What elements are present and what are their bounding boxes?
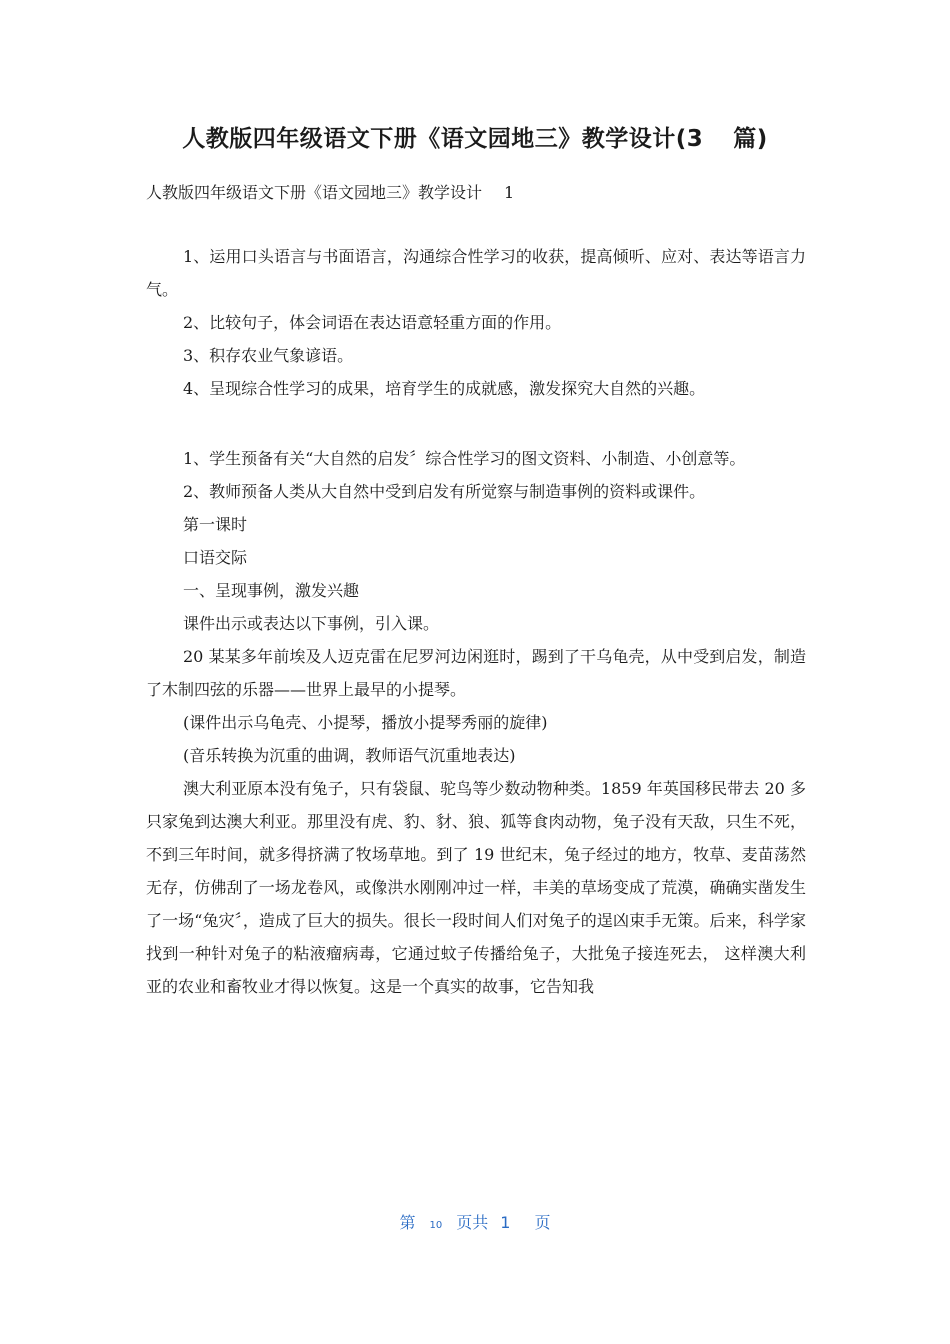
paragraph: 2、教师预备人类从大自然中受到启发有所觉察与制造事例的资料或课件。	[183, 482, 706, 501]
paragraph: (音乐转换为沉重的曲调，教师语气沉重地表达)	[183, 746, 516, 765]
preparation-section	[146, 442, 806, 1003]
paragraph: 3、积存农业气象谚语。	[183, 346, 354, 365]
objectives-section	[146, 240, 806, 405]
paragraph: 第一课时	[183, 515, 248, 534]
subtitle-text: 人教版四年级语文下册《语文园地三》教学设计	[146, 183, 483, 202]
paragraph: 口语交际	[183, 548, 248, 567]
title-main: 人教版四年级语文下册《语文园地三》教学设计(3	[182, 126, 704, 152]
title-end: 篇)	[733, 126, 768, 152]
footer-label-ye: 页	[534, 1213, 551, 1232]
paragraph: 1、运用口头语言与书面语言，沟通综合性学习的收获，提高倾听、应对、表达等语言力气。	[146, 247, 806, 299]
footer-page-current: 10	[429, 1220, 443, 1231]
paragraph: 一、呈现事例，激发兴趣	[183, 581, 360, 600]
paragraph: 澳大利亚原本没有兔子，只有袋鼠、驼鸟等少数动物种类。1859 年英国移民带去 20 多只家兔到达澳大利亚。那里没有虎、豹、豺、狼、狐等食肉动物，兔子没有天敌，只生不死，不到三年时间，就多得挤满了牧场草地。到了 19 世纪末，兔子经过的地方，牧草、麦苗荡然无存，仿佛刮了一场龙卷风，或像洪水刚刚冲过一样，丰美的草场变成了荒漠，确确实凿发生了一场“兔灾〞，造成了巨大的损失。很长一段时间人们对兔子的逞凶束手无策。后来，科学家找到一种针对兔子的粘液瘤病毒，它通过蚊子传播给兔子，大批兔子接连死去， 这样澳大利亚的农业和畜牧业才得以恢复。这是一个真实的故事，它告知我	[146, 779, 806, 996]
footer-page-total: 1	[500, 1213, 511, 1232]
subtitle-number: 1	[504, 183, 515, 202]
footer-label-gong: 页共	[456, 1213, 489, 1232]
page-footer	[0, 1210, 950, 1233]
paragraph: 20 某某多年前埃及人迈克雷在尼罗河边闲逛时，踢到了干乌龟壳，从中受到启发，制造了木制四弦的乐器——世界上最早的小提琴。	[146, 647, 806, 699]
paragraph: 4、呈现综合性学习的成果，培育学生的成就感，激发探究大自然的兴趣。	[183, 379, 706, 398]
footer-label-di: 第	[399, 1213, 416, 1232]
paragraph: 1、学生预备有关“大自然的启发〞综合性学习的图文资料、小制造、小创意等。	[183, 449, 746, 468]
paragraph: 2、比较句子，体会词语在表达语意轻重方面的作用。	[183, 313, 562, 332]
paragraph: (课件出示乌龟壳、小提琴，播放小提琴秀丽的旋律)	[183, 713, 548, 732]
paragraph: 课件出示或表达以下事例，引入课。	[183, 614, 440, 633]
document-title	[0, 120, 950, 153]
document-subtitle	[146, 180, 514, 203]
